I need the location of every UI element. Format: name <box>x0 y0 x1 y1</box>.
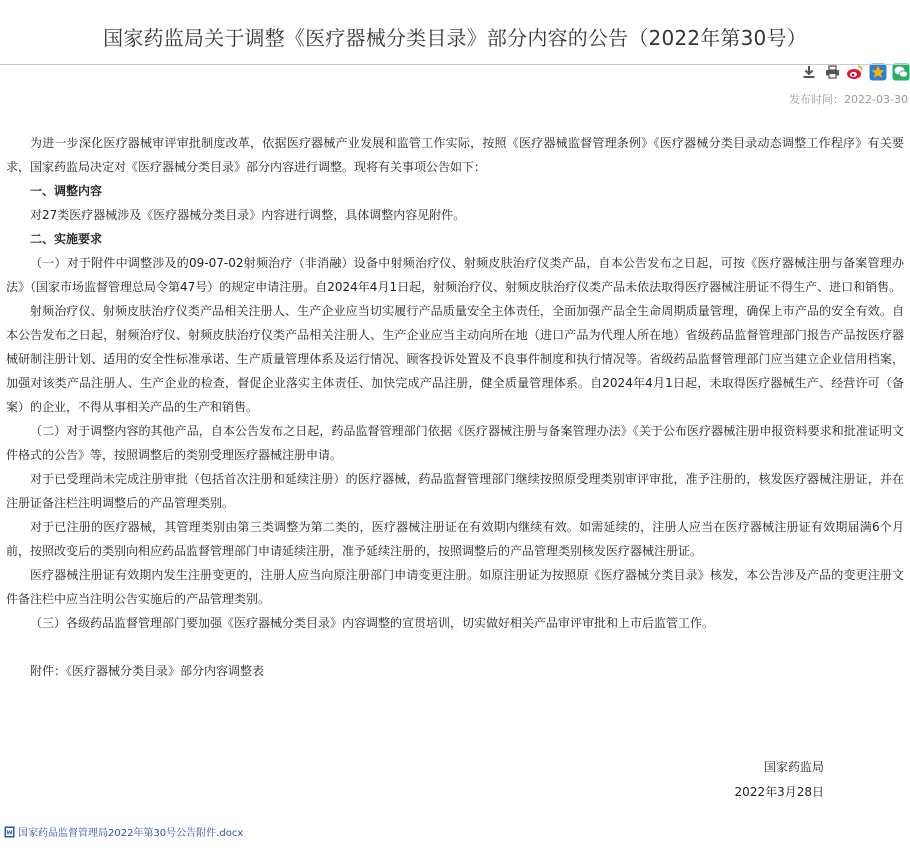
paragraph-item-2: （二）对于调整内容的其他产品，自本公告发布之日起，药品监督管理部门依据《医疗器械注册与备案管理办法》《关于公布医疗器械注册申报资料要求和批准证明文件格式的公告》等，按照调整后的类别受理医疗器械注册申请。 <box>6 424 904 462</box>
article-body <box>6 131 904 683</box>
signature-org: 国家药监局 <box>763 760 824 774</box>
paragraph-item-2-change: 医疗器械注册证有效期内发生注册变更的，注册人应当向原注册部门申请变更注册。如原注册证为按照原《医疗器械分类目录》核发，本公告涉及产品的变更注册文件备注栏中应当注明公告实施后的产品管理类别。 <box>6 568 904 606</box>
word-doc-icon <box>4 826 15 838</box>
heading-adjustment-content: 一、调整内容 <box>30 184 103 198</box>
attachment-file-link[interactable] <box>4 824 243 839</box>
download-icon[interactable] <box>800 63 818 81</box>
paragraph-item-3: （三）各级药品监督管理部门要加强《医疗器械分类目录》内容调整的宣贯培训，切实做好相关产品审评审批和上市后监管工作。 <box>30 616 715 630</box>
page-title: 国家药监局关于调整《医疗器械分类目录》部分内容的公告（2022年第30号） <box>103 26 807 50</box>
heading-implementation: 二、实施要求 <box>30 232 103 246</box>
publish-date-value: 2022-03-30 <box>844 93 908 106</box>
paragraph-item-2-pending: 对于已受理尚未完成注册审批（包括首次注册和延续注册）的医疗器械，药品监督管理部门继续按照原受理类别审评审批，准予注册的，核发医疗器械注册证，并在注册证备注栏注明调整后的产品管理类别。 <box>6 472 904 510</box>
paragraph-adjustment: 对27类医疗器械涉及《医疗器械分类目录》内容进行调整，具体调整内容见附件。 <box>30 208 466 222</box>
paragraph-item-2-registered: 对于已注册的医疗器械，其管理类别由第三类调整为第二类的，医疗器械注册证在有效期内继续有效。如需延续的，注册人应当在医疗器械注册证有效期届满6个月前，按照改变后的类别向相应药品监督管理部门申请延续注册，准予延续注册的，按照调整后的产品管理类别核发医疗器械注册证。 <box>6 520 904 558</box>
attachment-note: 附件：《医疗器械分类目录》部分内容调整表 <box>30 664 265 678</box>
publish-date <box>789 91 908 107</box>
wechat-icon[interactable] <box>892 63 910 81</box>
paragraph-item-1: （一）对于附件中调整涉及的09-07-02射频治疗（非消融）设备中射频治疗仪、射频皮肤治疗仪类产品，自本公告发布之日起，可按《医疗器械注册与备案管理办法》（国家市场监督管理总局令第47号）的规定申请注册。自2024年4月1日起，射频治疗仪、射频皮肤治疗仪类产品未依法取得医疗器械注册证不得生产、进口和销售。 <box>6 256 904 294</box>
paragraph-intro: 为进一步深化医疗器械审评审批制度改革，依据医疗器械产业发展和监管工作实际，按照《医疗器械监督管理条例》《医疗器械分类目录动态调整工作程序》有关要求，国家药监局决定对《医疗器械分类目录》部分内容进行调整。现将有关事项公告如下： <box>6 136 904 174</box>
publish-date-label: 发布时间： <box>789 93 845 106</box>
signature-block <box>735 755 824 805</box>
signature-date: 2022年3月28日 <box>734 785 824 799</box>
weibo-icon[interactable] <box>846 63 864 81</box>
qzone-icon[interactable] <box>869 63 887 81</box>
paragraph-item-1-detail: 射频治疗仪、射频皮肤治疗仪类产品相关注册人、生产企业应当切实履行产品质量安全主体责任，全面加强产品全生命周期质量管理，确保上市产品的安全有效。自本公告发布之日起，射频治疗仪、射频皮肤治疗仪类产品相关注册人、生产企业应当主动向所在地（进口产品为代理人所在地）省级药品监督管理部门报告产品按医疗器械研制注册计划、适用的安全性标准承诺、生产质量管理体系及运行情况、顾客投诉处置及不良事件制度和执行情况等。省级药品监督管理部门应当建立企业信用档案，加强对该类产品注册人、生产企业的检查，督促企业落实主体责任、加快完成产品注册，健全质量管理体系。自2024年4月1日起，未取得医疗器械生产、经营许可（备案）的企业，不得从事相关产品的生产和销售。 <box>6 304 904 414</box>
title-divider <box>0 64 910 65</box>
print-icon[interactable] <box>823 63 841 81</box>
attachment-file-name[interactable]: 国家药品监督管理局2022年第30号公告附件.docx <box>18 828 244 839</box>
